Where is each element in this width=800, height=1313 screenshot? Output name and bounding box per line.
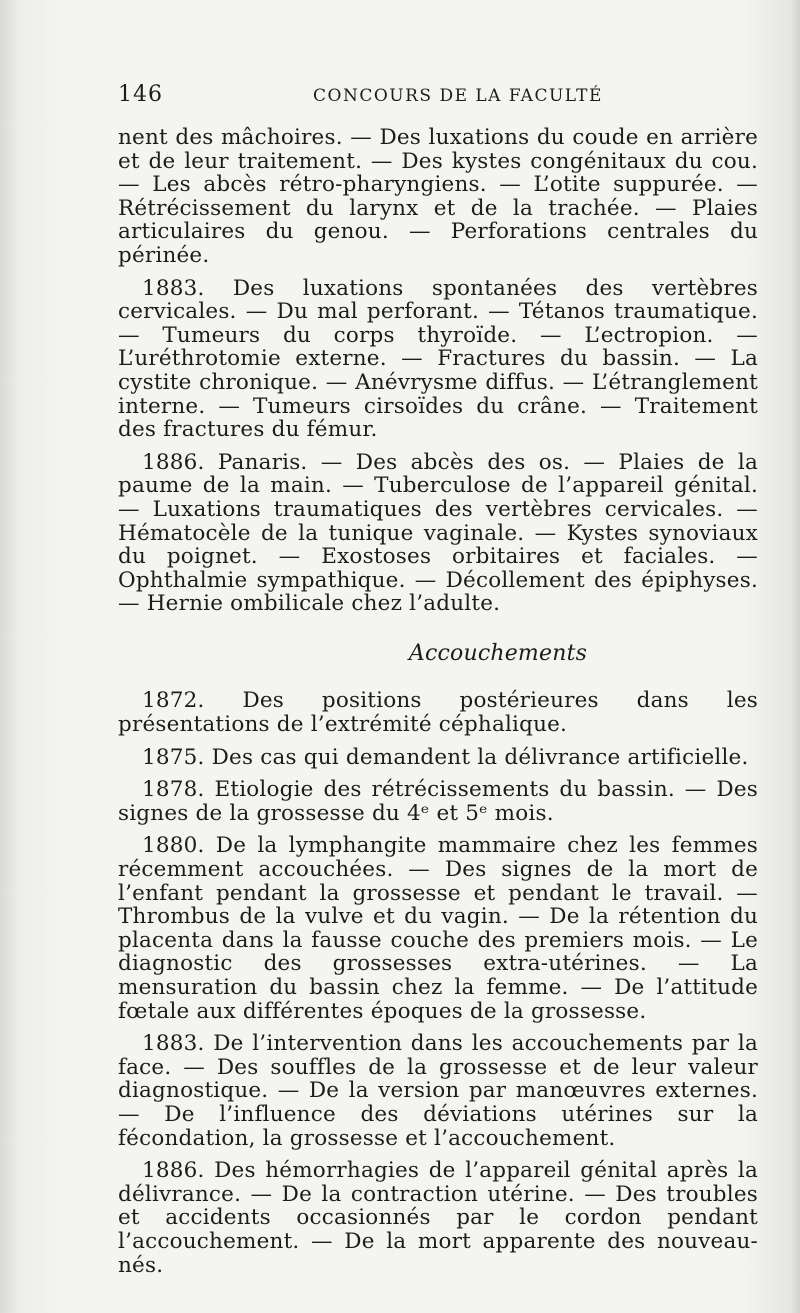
section-title: Accouchements [408, 640, 588, 666]
paragraph-year: 1883. [142, 1031, 205, 1057]
paragraph-text: Panaris. — Des abcès des os. — Plaies de la paume de la main. — Tuberculose de l’appareil génital. — Luxations traumatiques des vertèbres cervicales. — Hématocèle de la tunique vaginale. — Kystes synoviaux du poignet. — Exostoses orbitaires et faciales. — Ophthalmie sympathique. — Décollement des épiphyses. — Hernie ombilicale chez l’adulte. [118, 449, 758, 617]
page-header [118, 82, 758, 112]
paragraph-text: Des cas qui demandent la délivrance artificielle. [211, 744, 749, 770]
paragraph-text: De la lymphangite mammaire chez les femmes récemment accouchées. — Des signes de la mort de l’enfant pendant la grossesse et pendant le travail. — Thrombus de la vulve et du vagin. — De la rétention du placenta dans la fausse couche des premiers mois. — Le diagnostic des grossesses extra-utérines. — La mensuration du bassin chez la femme. — De l’attitude fœtale aux différentes époques de la grossesse. [118, 833, 758, 1024]
paragraph-1878 [118, 778, 758, 825]
paragraph-year: 1878. [142, 777, 205, 803]
paragraph-year: 1872. [142, 688, 205, 714]
paragraph-year: 1880. [142, 833, 205, 859]
paragraph-continued [118, 126, 758, 268]
paragraph-1886-b [118, 1159, 758, 1277]
paragraph-text: nent des mâchoires. — Des luxations du coude en arrière et de leur traitement. — Des kystes congénitaux du cou. — Les abcès rétro-pharyngiens. — L’otite suppurée. — Rétrécissement du larynx et de la trachée. — Plaies articulaires du genou. — Perforations centrales du périnée. [118, 125, 758, 268]
paragraph-1875 [118, 746, 758, 770]
page-number: 146 [118, 82, 163, 107]
page-body [118, 126, 758, 1286]
paragraph-1880 [118, 834, 758, 1023]
paragraph-1883 [118, 277, 758, 442]
paragraph-1872 [118, 689, 758, 736]
paragraph-text: Des hémorrhagies de l’appareil génital après la délivrance. — De la contraction utérine. — Des troubles et accidents occasionnés par le cordon pendant l’accouchement. — De la mort apparente des nouveau-nés. [118, 1158, 758, 1278]
paragraph-year: 1875. [142, 744, 205, 770]
running-head: CONCOURS DE LA FACULTÉ [313, 86, 603, 106]
paragraph-text: Etiologie des rétrécissements du bassin. — Des signes de la grossesse du 4ᵉ et 5ᵉ mois. [118, 777, 758, 826]
paragraph-text: De l’intervention dans les accouchements par la face. — Des souffles de la grossesse et de leur valeur diagnostique. — De la version par manœuvres externes. — De l’influence des déviations utérines sur la fécondation, la grossesse et l’accouchement. [118, 1031, 758, 1151]
paragraph-1886 [118, 451, 758, 616]
paragraph-year: 1883. [142, 275, 205, 301]
paragraph-1883-b [118, 1032, 758, 1150]
paragraph-year: 1886. [142, 1158, 205, 1184]
paragraph-text: Des positions postérieures dans les présentations de l’extrémité céphalique. [118, 688, 758, 738]
paragraph-year: 1886. [142, 449, 205, 475]
paragraph-text: Des luxations spontanées des vertèbres cervicales. — Du mal perforant. — Tétanos traumatique. — Tumeurs du corps thyroïde. — L’ectropion. — L’uréthrotomie externe. — Fractures du bassin. — La cystite chronique. — Anévrysme diffus. — L’étranglement interne. — Tumeurs cirsoïdes du crâne. — Traitement des fractures du fémur. [118, 275, 758, 443]
